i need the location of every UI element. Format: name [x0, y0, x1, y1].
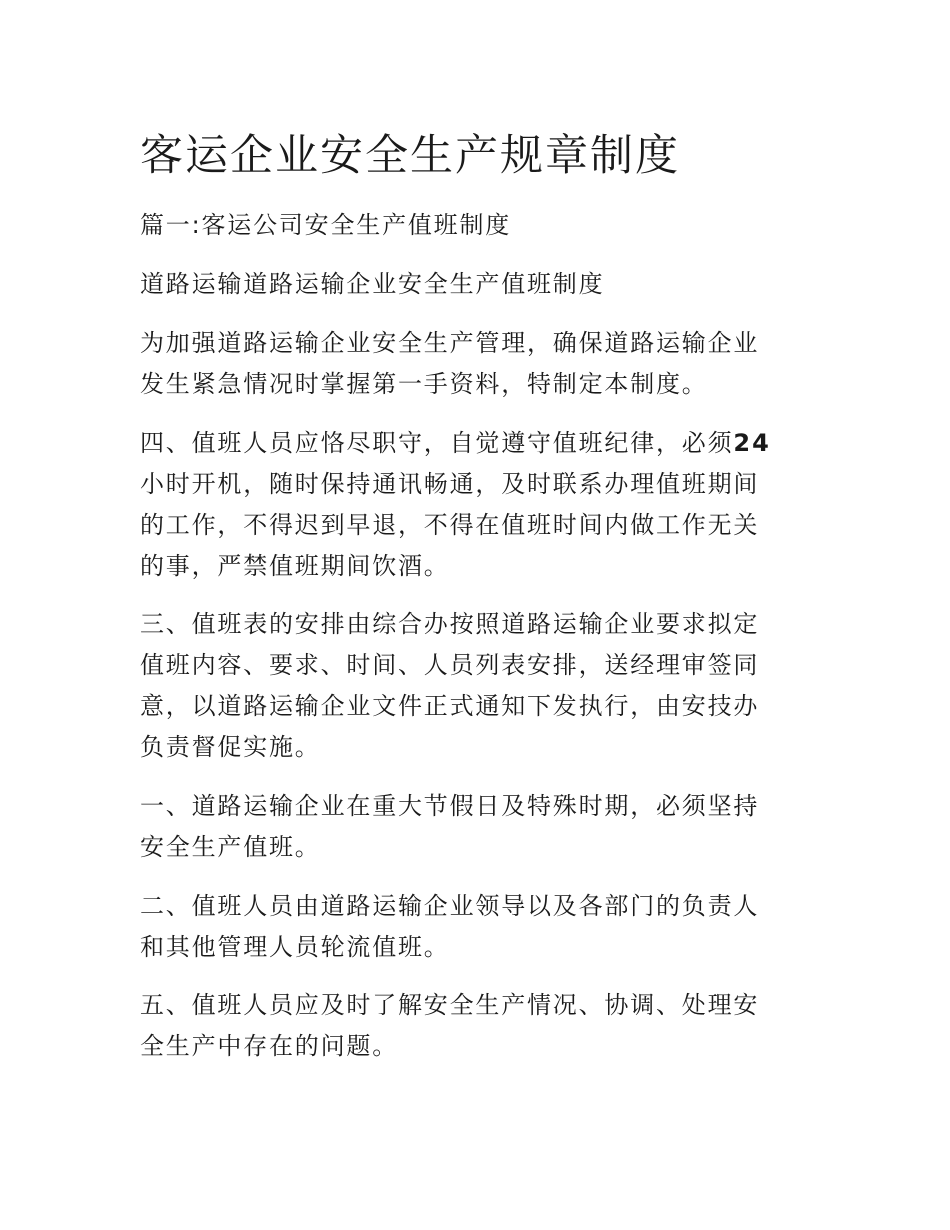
- paragraph-line: 为加强道路运输企业安全生产管理，确保道路运输企业: [140, 329, 760, 357]
- paragraph-line: 和其他管理人员轮流值班。: [140, 933, 450, 961]
- paragraph-line: 五、值班人员应及时了解安全生产情况、协调、处理安: [140, 991, 760, 1019]
- paragraph-intro: [140, 323, 810, 405]
- paragraph-line: 三、值班表的安排由综合办按照道路运输企业要求拟定: [140, 610, 760, 638]
- sub-heading-text: 道路运输道路运输企业安全生产值班制度: [140, 270, 605, 298]
- paragraph-line: [140, 423, 810, 464]
- paragraph-line: 安全生产值班。: [140, 833, 321, 861]
- paragraph-line: 发生紧急情况时掌握第一手资料，特制定本制度。: [140, 370, 708, 398]
- paragraph-line: 二、值班人员由道路运输企业领导以及各部门的负责人: [140, 892, 760, 920]
- paragraph-item-three: [140, 604, 810, 768]
- paragraph-item-five: [140, 985, 810, 1067]
- paragraph-line: 全生产中存在的问题。: [140, 1032, 398, 1060]
- paragraph-line: 意，以道路运输企业文件正式通知下发执行，由安技办: [140, 692, 760, 720]
- paragraph-line: 负责督促实施。: [140, 733, 321, 761]
- paragraph-item-two: [140, 886, 810, 968]
- section-heading: [140, 205, 810, 246]
- paragraph-line: 小时开机，随时保持通讯畅通，及时联系办理值班期间: [140, 470, 760, 498]
- paragraph-line: 的事，严禁值班期间饮酒。: [140, 552, 450, 580]
- paragraph-line: 一、道路运输企业在重大节假日及特殊时期，必须坚持: [140, 792, 760, 820]
- section-heading-text: 篇一:客运公司安全生产值班制度: [140, 211, 512, 239]
- paragraph-item-four: [140, 423, 810, 587]
- paragraph-line: 值班内容、要求、时间、人员列表安排，送经理审签同: [140, 651, 760, 679]
- sub-heading: [140, 264, 810, 305]
- paragraph-line: 的工作，不得迟到早退，不得在值班时间内做工作无关: [140, 511, 760, 539]
- document-title: 客运企业安全生产规章制度: [140, 131, 680, 181]
- hours-number: 24: [733, 429, 771, 457]
- paragraph-item-one: [140, 786, 810, 868]
- paragraph-line-text: 四、值班人员应恪尽职守，自觉遵守值班纪律，必须: [140, 429, 734, 457]
